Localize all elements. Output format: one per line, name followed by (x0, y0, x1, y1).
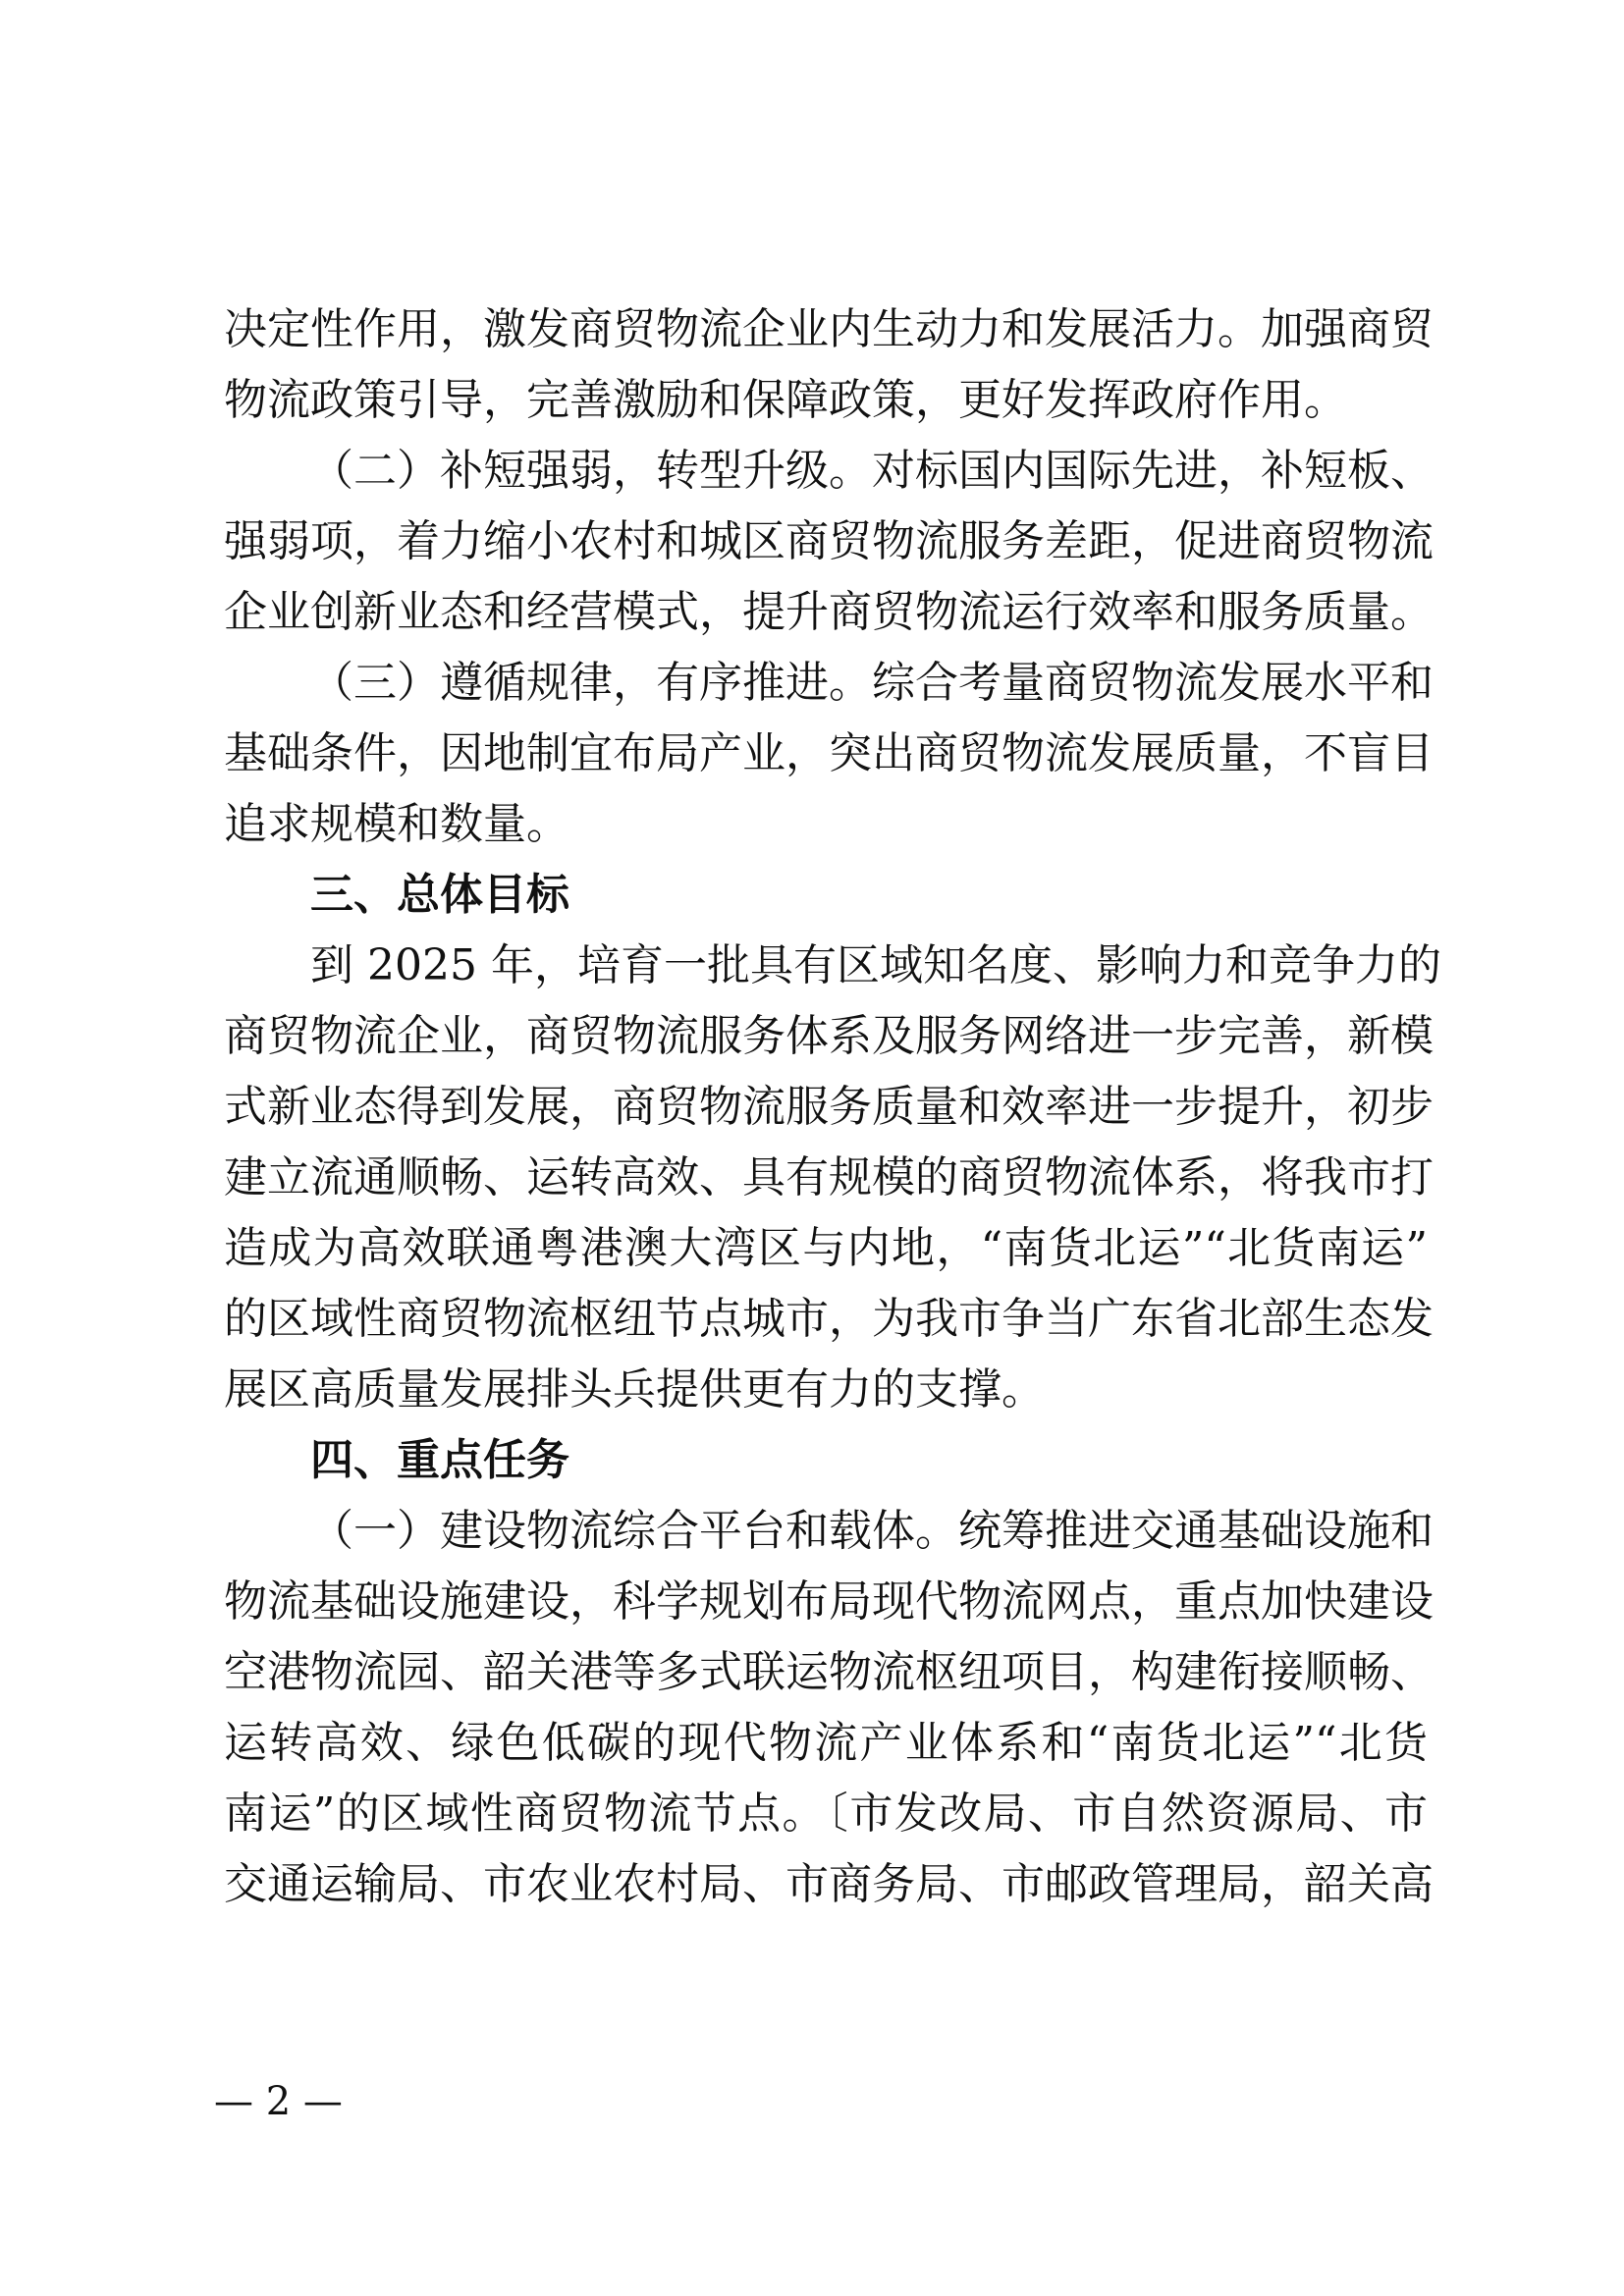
page-number: — 2 — (214, 2079, 343, 2124)
paragraph-line: 商贸物流企业，商贸物流服务体系及服务网络进一步完善，新模 (224, 1011, 1434, 1061)
section-heading: 四、重点任务 (310, 1435, 569, 1485)
section-heading: 三、总体目标 (310, 870, 569, 920)
paragraph-line: 强弱项，着力缩小农村和城区商贸物流服务差距，促进商贸物流 (224, 516, 1434, 566)
paragraph-line: 展区高质量发展排头兵提供更有力的支撑。 (224, 1364, 1045, 1415)
paragraph-line: 运转高效、绿色低碳的现代物流产业体系和“南货北运”“北货 (224, 1718, 1428, 1768)
paragraph-line: 建立流通顺畅、运转高效、具有规模的商贸物流体系，将我市打 (224, 1152, 1434, 1202)
paragraph-line: 到 2025 年，培育一批具有区域知名度、影响力和竞争力的 (310, 940, 1441, 990)
paragraph-line: 南运”的区域性商贸物流节点。〔市发改局、市自然资源局、市 (224, 1789, 1428, 1839)
paragraph-line: 物流基础设施建设，科学规划布局现代物流网点，重点加快建设 (224, 1576, 1434, 1627)
paragraph-line: 企业创新业态和经营模式，提升商贸物流运行效率和服务质量。 (224, 587, 1434, 637)
paragraph-line: 物流政策引导，完善激励和保障政策，更好发挥政府作用。 (224, 375, 1347, 425)
paragraph-line: 造成为高效联通粤港澳大湾区与内地，“南货北运”“北货南运” (224, 1223, 1428, 1273)
paragraph-line: 的区域性商贸物流枢纽节点城市，为我市争当广东省北部生态发 (224, 1294, 1434, 1344)
paragraph-line: 式新业态得到发展，商贸物流服务质量和效率进一步提升，初步 (224, 1082, 1434, 1132)
paragraph-line: （一）建设物流综合平台和载体。统筹推进交通基础设施和 (310, 1506, 1434, 1556)
body-text (224, 294, 1441, 1920)
paragraph-line: 追求规模和数量。 (224, 799, 569, 849)
paragraph-line: 基础条件，因地制宜布局产业，突出商贸物流发展质量，不盲目 (224, 728, 1434, 778)
paragraph-line: （三）遵循规律，有序推进。综合考量商贸物流发展水平和 (310, 658, 1434, 708)
paragraph-line: 决定性作用，激发商贸物流企业内生动力和发展活力。加强商贸 (224, 304, 1434, 354)
paragraph-line: （二）补短强弱，转型升级。对标国内国际先进，补短板、 (310, 446, 1434, 496)
paragraph-line: 交通运输局、市农业农村局、市商务局、市邮政管理局，韶关高 (224, 1859, 1434, 1909)
paragraph-line: 空港物流园、韶关港等多式联运物流枢纽项目，构建衔接顺畅、 (224, 1647, 1434, 1697)
